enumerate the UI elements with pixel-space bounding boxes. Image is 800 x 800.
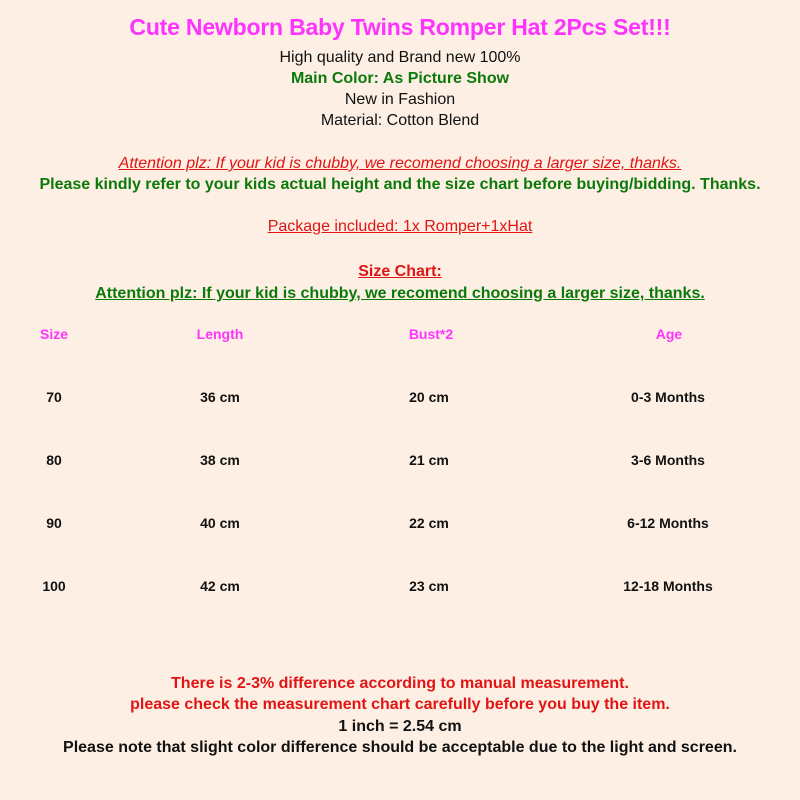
- table-cell: 3-6 Months: [631, 452, 705, 468]
- table-cell: 70: [46, 389, 62, 405]
- measurement-difference-note: There is 2-3% difference according to manual measurement.: [171, 675, 629, 692]
- package-included: Package included: 1x Romper+1xHat: [267, 218, 533, 235]
- header-size: Size: [39, 326, 69, 342]
- table-cell: 20 cm: [409, 389, 449, 405]
- table-cell: 21 cm: [409, 452, 449, 468]
- quality-line: High quality and Brand new 100%: [279, 49, 521, 66]
- table-cell: 0-3 Months: [631, 389, 705, 405]
- attention-notice-top: Attention plz: If your kid is chubby, we recomend choosing a larger size, thanks.: [118, 155, 682, 172]
- main-color-line: Main Color: As Picture Show: [290, 70, 510, 87]
- table-cell: 38 cm: [200, 452, 240, 468]
- inch-conversion: 1 inch = 2.54 cm: [338, 718, 462, 735]
- attention-notice-chart: Attention plz: If your kid is chubby, we recomend choosing a larger size, thanks.: [95, 285, 705, 302]
- fashion-line: New in Fashion: [344, 91, 456, 108]
- table-cell: 6-12 Months: [627, 515, 709, 531]
- table-cell: 22 cm: [409, 515, 449, 531]
- table-cell: 90: [46, 515, 62, 531]
- table-cell: 40 cm: [200, 515, 240, 531]
- table-cell: 42 cm: [200, 578, 240, 594]
- refer-notice: Please kindly refer to your kids actual height and the size chart before buying/bidding. Thanks.: [39, 176, 761, 193]
- table-cell: 100: [42, 578, 66, 594]
- product-title: Cute Newborn Baby Twins Romper Hat 2Pcs Set!!!: [129, 14, 671, 40]
- table-cell: 36 cm: [200, 389, 240, 405]
- header-length: Length: [196, 326, 244, 342]
- check-chart-note: please check the measurement chart carefully before you buy the item.: [130, 696, 670, 713]
- material-line: Material: Cotton Blend: [320, 112, 480, 129]
- table-cell: 12-18 Months: [623, 578, 713, 594]
- table-cell: 23 cm: [409, 578, 449, 594]
- header-age: Age: [655, 326, 683, 342]
- header-bust: Bust*2: [408, 326, 454, 342]
- color-difference-note: Please note that slight color difference should be acceptable due to the light and screen.: [63, 739, 737, 756]
- table-cell: 80: [46, 452, 62, 468]
- size-chart-heading: Size Chart:: [358, 263, 442, 280]
